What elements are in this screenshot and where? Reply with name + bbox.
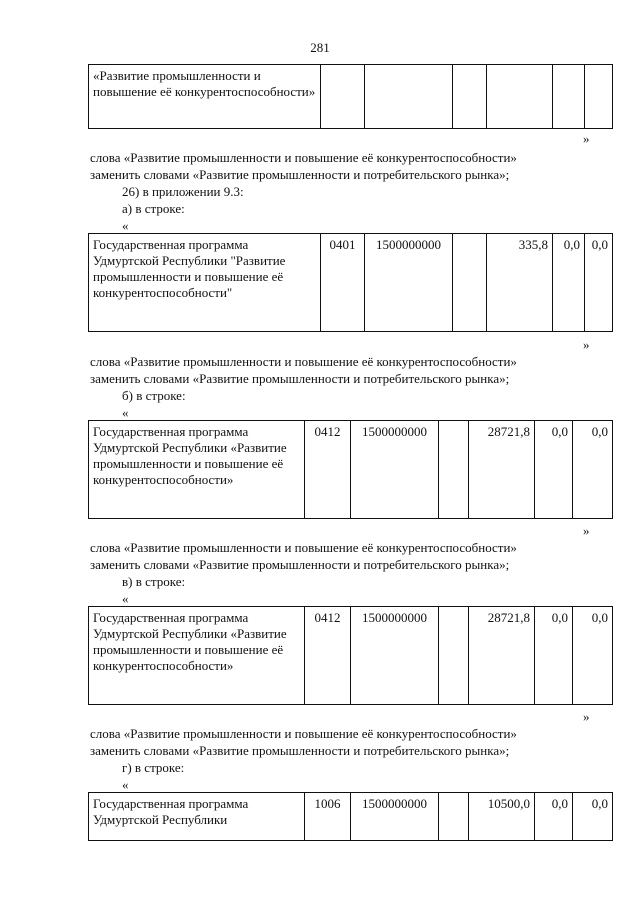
program-name: Государственная программа Удмуртской Республики "Развитие промышленности и повышение её конкурентоспособности" <box>93 237 286 300</box>
close-quote: » <box>583 523 590 538</box>
empty-cell <box>453 65 487 129</box>
program-name-cell <box>89 421 305 519</box>
amount-3: 0,0 <box>573 421 613 519</box>
sub-item-b: б) в строке: <box>122 388 186 403</box>
program-name: Государственная программа Удмуртской Республики «Развитие промышленности и повышение её конкурентоспособности» <box>93 610 287 673</box>
page-number: 281 <box>310 40 330 55</box>
expense-type <box>439 793 469 841</box>
target-article: 1500000000 <box>351 793 439 841</box>
empty-cell <box>365 65 453 129</box>
section-code: 0412 <box>305 421 351 519</box>
replace-text-line2: заменить словами «Развитие промышленности и потребительского рынка»; <box>90 167 510 182</box>
table-row-c <box>88 606 613 705</box>
program-name-cell <box>89 65 321 129</box>
target-article: 1500000000 <box>351 421 439 519</box>
close-quote: » <box>583 131 590 146</box>
replace-text-line1: слова «Развитие промышленности и повышение её конкурентоспособности» <box>90 354 517 369</box>
replace-text-line1: слова «Развитие промышленности и повышение её конкурентоспособности» <box>90 150 517 165</box>
open-quote: « <box>122 405 129 420</box>
sub-item-v: в) в строке: <box>122 574 186 589</box>
empty-cell <box>487 65 553 129</box>
open-quote: « <box>122 777 129 792</box>
table-row-b <box>88 420 613 519</box>
amount-1: 28721,8 <box>469 421 535 519</box>
table-row-d <box>88 792 613 841</box>
program-name-cell <box>89 234 321 332</box>
empty-cell <box>553 65 585 129</box>
replace-text-line2: заменить словами «Развитие промышленности и потребительского рынка»; <box>90 557 510 572</box>
program-name: Государственная программа Удмуртской Республики <box>93 796 249 827</box>
amount-2: 0,0 <box>535 607 573 705</box>
replace-text-line2: заменить словами «Развитие промышленности и потребительского рынка»; <box>90 743 510 758</box>
amount-1: 10500,0 <box>469 793 535 841</box>
expense-type <box>439 607 469 705</box>
amount-3: 0,0 <box>573 793 613 841</box>
amount-2: 0,0 <box>553 234 585 332</box>
sub-item-a: а) в строке: <box>122 201 185 216</box>
amount-3: 0,0 <box>573 607 613 705</box>
replace-text-line2: заменить словами «Развитие промышленности и потребительского рынка»; <box>90 371 510 386</box>
amount-3: 0,0 <box>585 234 613 332</box>
target-article: 1500000000 <box>365 234 453 332</box>
replace-text-line1: слова «Развитие промышленности и повышение её конкурентоспособности» <box>90 540 517 555</box>
program-name: Государственная программа Удмуртской Республики «Развитие промышленности и повышение её конкурентоспособности» <box>93 424 287 487</box>
section-code: 1006 <box>305 793 351 841</box>
empty-cell <box>321 65 365 129</box>
amount-1: 28721,8 <box>469 607 535 705</box>
sub-item-g: г) в строке: <box>122 760 185 775</box>
close-quote: » <box>583 337 590 352</box>
program-name-cell <box>89 793 305 841</box>
replace-text-line1: слова «Развитие промышленности и повышение её конкурентоспособности» <box>90 726 517 741</box>
table-row-top <box>88 64 613 129</box>
target-article: 1500000000 <box>351 607 439 705</box>
expense-type <box>453 234 487 332</box>
amount-1: 335,8 <box>487 234 553 332</box>
item-26: 26) в приложении 9.3: <box>122 184 244 199</box>
expense-type <box>439 421 469 519</box>
section-code: 0412 <box>305 607 351 705</box>
amount-2: 0,0 <box>535 421 573 519</box>
program-name-cell <box>89 607 305 705</box>
table-row-a <box>88 233 613 332</box>
empty-cell <box>585 65 613 129</box>
program-name: «Развитие промышленности и повышение её конкурентоспособности» <box>93 68 316 99</box>
open-quote: « <box>122 591 129 606</box>
open-quote: « <box>122 218 129 233</box>
section-code: 0401 <box>321 234 365 332</box>
close-quote: » <box>583 709 590 724</box>
amount-2: 0,0 <box>535 793 573 841</box>
